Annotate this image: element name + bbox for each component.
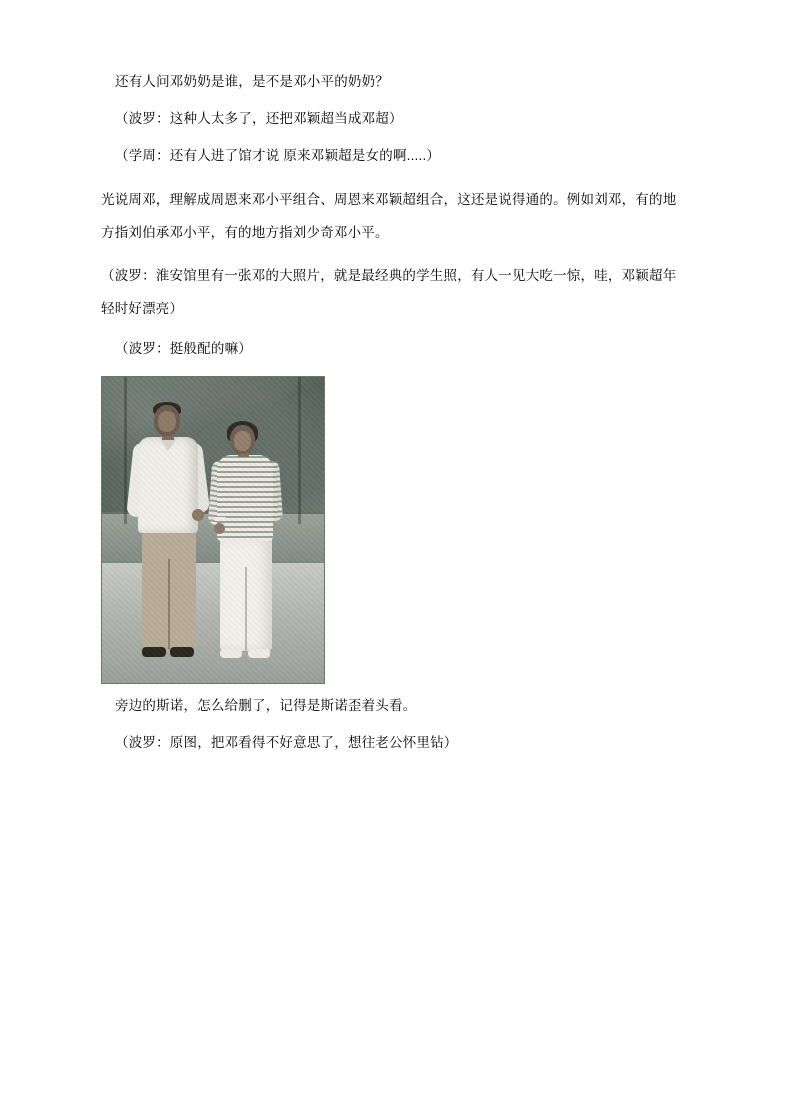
figure-right-face bbox=[234, 431, 251, 451]
figure-left-hand bbox=[192, 509, 204, 521]
figure-left-shoe bbox=[142, 647, 166, 657]
photo-background-frame-line bbox=[124, 377, 127, 524]
paragraph: （波罗：这种人太多了，还把邓颖超当成邓超） bbox=[115, 110, 403, 126]
paragraph: 还有人问邓奶奶是谁，是不是邓小平的奶奶？ bbox=[115, 74, 389, 89]
photo-zhou-enlai-and-deng-yingchao bbox=[101, 376, 325, 684]
figure-right-shoe bbox=[220, 649, 242, 658]
figure-left-shoe bbox=[170, 647, 194, 657]
figure-right-hand bbox=[214, 523, 225, 534]
figure-right-striped-top bbox=[217, 455, 273, 541]
paragraph: （学周：还有人进了馆才说 原来邓颖超是女的啊.....） bbox=[115, 147, 441, 163]
figure-left-shirt bbox=[138, 437, 198, 533]
document-body bbox=[101, 72, 687, 770]
photo-figure bbox=[101, 376, 687, 684]
figure-left-face bbox=[158, 411, 176, 432]
photo-background-frame-line bbox=[298, 377, 301, 524]
figure-right-shoe bbox=[248, 649, 270, 658]
figure-right-wristwatch bbox=[214, 517, 226, 521]
paragraph: （波罗：挺般配的嘛） bbox=[115, 341, 252, 357]
paragraph: （波罗：原图，把邓看得不好意思了，想往老公怀里钻） bbox=[115, 734, 458, 750]
paragraph: （波罗：淮安馆里有一张邓的大照片，就是最经典的学生照，有人一见大吃一惊，哇，邓颖超年轻时好漂亮） bbox=[101, 267, 677, 316]
paragraph: 光说周邓，理解成周恩来邓小平组合、周恩来邓颖超组合，这还是说得通的。例如刘邓，有的地方指刘伯承邓小平，有的地方指刘少奇邓小平。 bbox=[101, 191, 677, 240]
figure-left-trousers-crease bbox=[168, 559, 170, 649]
photo-background-ground bbox=[102, 561, 324, 683]
paragraph: 旁边的斯诺，怎么给删了，记得是斯诺歪着头看。 bbox=[115, 697, 417, 713]
figure-right-trousers-crease bbox=[245, 567, 247, 651]
photo-background-edge-line bbox=[102, 561, 324, 563]
